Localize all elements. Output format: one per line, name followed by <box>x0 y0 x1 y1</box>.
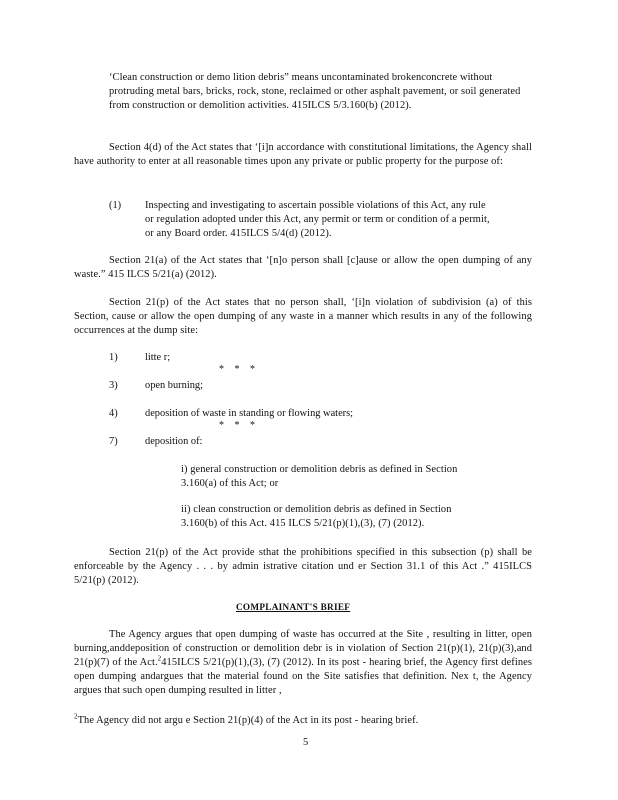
section-4d-paragraph: Section 4(d) of the Act states that ‘[i]n accordance with constitutional limitations, the Agency shall have authority to enter at all reasonable times upon any private or public property for the purpose of: <box>74 142 532 167</box>
list-number: 4) <box>109 408 118 419</box>
brief-text-part2: 415ILCS 5/21(p)(1),(3), (7) (2012). In its post - hearing brief, the Agency first defines open dumping andargues that the material found on the Site satisfies that definition. Nex t, the Agency argues that such open dumping resulted in litter , <box>74 657 532 696</box>
footnote-reference[interactable]: 2 <box>157 654 162 663</box>
list-number: 7) <box>109 436 118 447</box>
definition-paragraph: ‘Clean construction or demo lition debris” means uncontaminated brokenconcrete without protruding metal bars, bricks, rock, stone, reclaimed or other asphalt pavement, or soil generated from construction or demolition activities. 415ILCS 5/3.160(b) (2012). <box>109 72 521 111</box>
footnote-text: The Agency did not argu e Section 21(p)(4) of the Act in its post - hearing brief. <box>77 715 419 726</box>
enforcement-paragraph: Section 21(p) of the Act provide sthat the prohibitions specified in this subsection (p) shall be enforceable by the Agency . . . by admin istrative citation und er Section 31.1 of this Act .” 415ILCS 5/21(p) (2012). <box>74 547 532 586</box>
list-item: deposition of: <box>145 436 203 447</box>
sub-item-i: i) general construction or demolition debris as defined in Section 3.160(a) of this Act; or <box>181 464 458 489</box>
item-number: (1) <box>109 200 122 211</box>
list-item: litte r; <box>145 352 171 363</box>
footnote <box>74 714 534 728</box>
brief-text-part1: The Agency argues that open dumping of waste has occurred at the Site , resulting in litter, open burning,anddeposition of construction or demolition debr is in violation of Section 21(p)(1), 21(p)(3),and 21(p)(7) of the Act. <box>74 629 532 668</box>
brief-paragraph <box>74 628 532 698</box>
section-21a-paragraph: Section 21(a) of the Act states that ‘[n]o person shall [c]ause or allow the open dumping of any waste.” 415 ILCS 5/21(a) (2012). <box>74 255 532 280</box>
list-item: deposition of waste in standing or flowing waters; <box>145 408 354 419</box>
ellipsis-stars: * * * <box>219 420 259 431</box>
list-number: 3) <box>109 380 118 391</box>
section-heading: COMPLAINANT'S BRIEF <box>236 602 351 612</box>
list-number: 1) <box>109 352 118 363</box>
ellipsis-stars: * * * <box>219 364 259 375</box>
footnote-marker: 2 <box>74 712 78 721</box>
item-text: Inspecting and investigating to ascertain possible violations of this Act, any rule or regulation adopted under this Act, any permit or term or condition of a permit, or any Board order. 415ILCS 5/4(d) (2012). <box>145 200 490 239</box>
section-21p-paragraph: Section 21(p) of the Act states that no person shall, ‘[i]n violation of subdivision (a) of this Section, cause or allow the open dumping of any waste in a manner which results in any of the following occurrences at the dump site: <box>74 297 532 336</box>
page-number: 5 <box>303 737 309 748</box>
sub-item-ii: ii) clean construction or demolition debris as defined in Section 3.160(b) of this Act. 415 ILCS 5/21(p)(1),(3), (7) (2012). <box>181 504 452 529</box>
list-item: open burning; <box>145 380 204 391</box>
